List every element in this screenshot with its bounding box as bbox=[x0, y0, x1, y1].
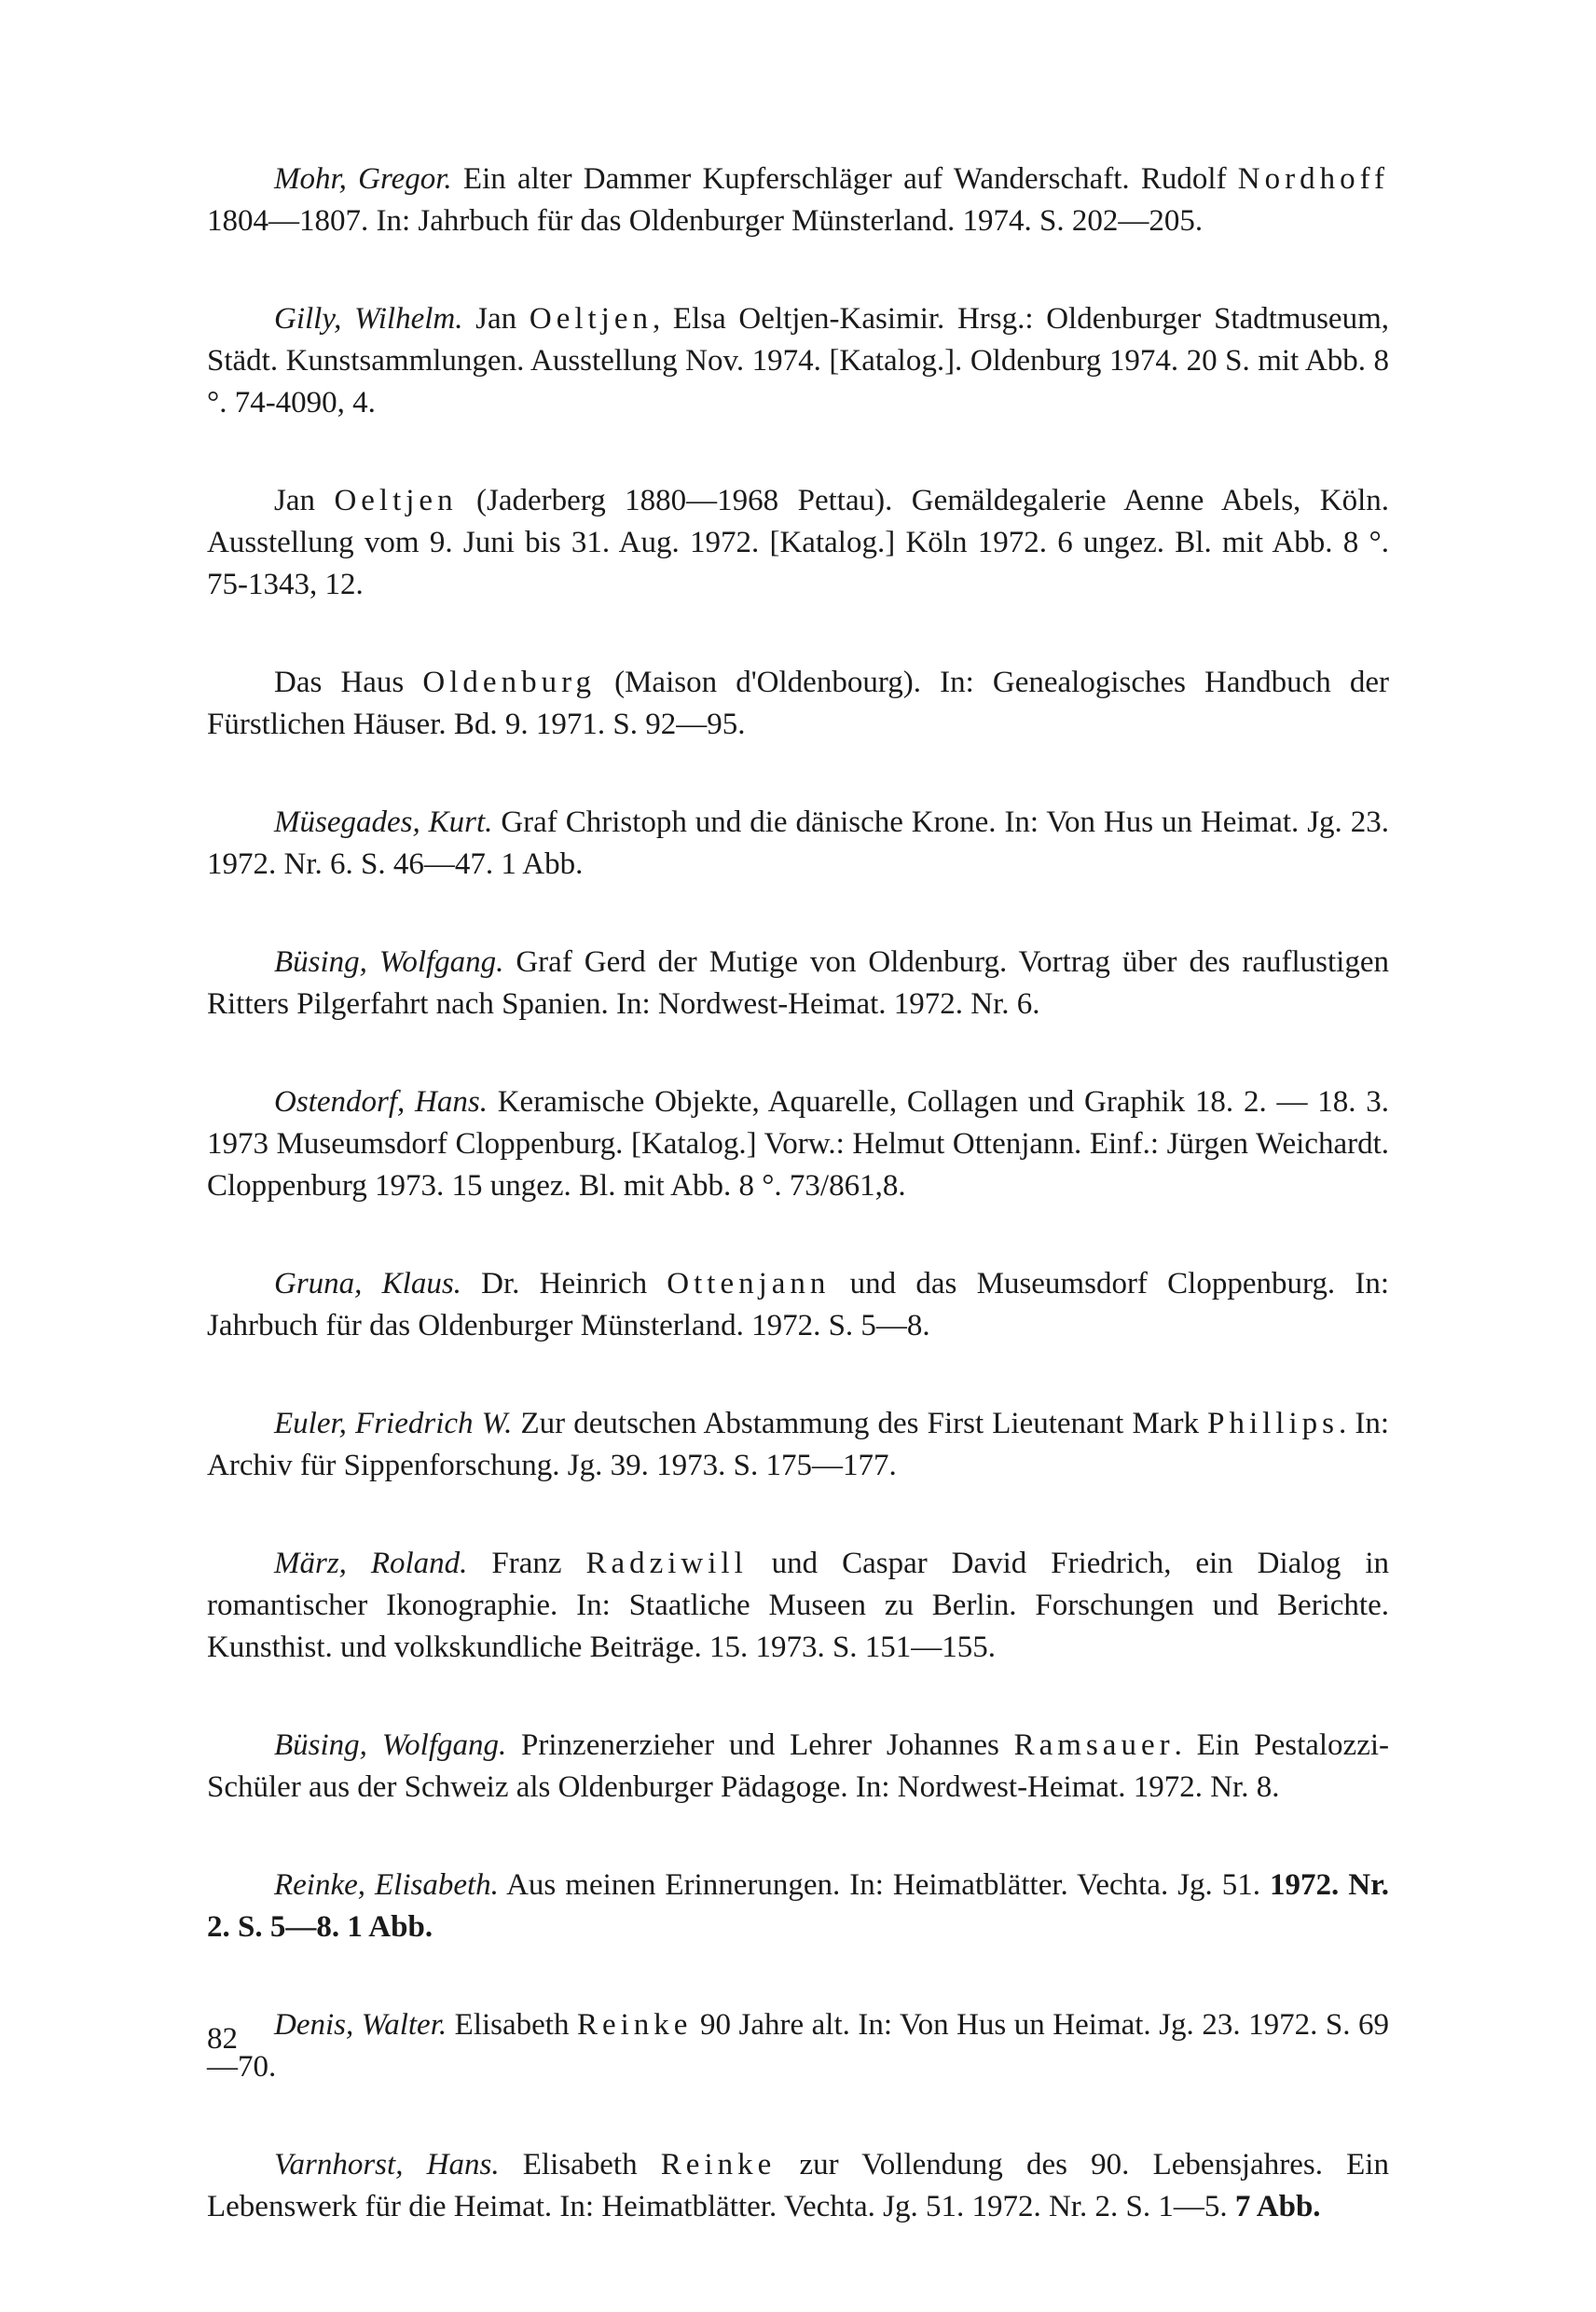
entry-author: Gruna, Klaus. bbox=[274, 1267, 461, 1300]
bibliography-entry bbox=[207, 942, 1389, 1025]
entry-author: März, Roland. bbox=[274, 1547, 468, 1580]
entry-spaced-name: Oeltjen bbox=[334, 484, 458, 517]
entry-text: Jan bbox=[274, 484, 335, 517]
entry-spaced-name: Reinke bbox=[576, 2008, 693, 2042]
entry-text: Dr. Heinrich bbox=[461, 1267, 667, 1300]
bibliography-entry bbox=[207, 298, 1389, 424]
entry-author: Varnhorst, Hans. bbox=[274, 2148, 500, 2181]
entry-text: Jan bbox=[462, 302, 530, 336]
entry-text: (Maison d'Oldenbourg). In: Genealogisches Handbuch der Fürstlichen Häuser. Bd. 9. 1971. S. 92—95. bbox=[207, 666, 1389, 741]
bibliography-entry bbox=[207, 158, 1389, 242]
entry-text: 90 Jahre alt. In: Von Hus un Heimat. Jg. 23. 1972. S. 69—70. bbox=[207, 2008, 1389, 2084]
entry-author: Büsing, Wolfgang. bbox=[274, 945, 504, 979]
bibliography-entry bbox=[207, 1263, 1389, 1347]
bibliography-entry bbox=[207, 1403, 1389, 1487]
entry-text: Graf Gerd der Mutige von Oldenburg. Vortrag über des rauflustigen Ritters Pilgerfahrt nach Spanien. In: Nordwest-Heimat. 1972. Nr. 6. bbox=[207, 945, 1389, 1021]
entry-text: (Jaderberg 1880—1968 Pettau). Gemäldegalerie Aenne Abels, Köln. Ausstellung vom 9. Juni bis 31. Aug. 1972. [Katalog.] Köln 1972. 6 ungez. Bl. mit Abb. 8 °. 75-1343, 12. bbox=[207, 484, 1389, 601]
entry-text: 1804—1807. In: Jahrbuch für das Oldenburger Münsterland. 1974. S. 202—205. bbox=[207, 204, 1204, 238]
entry-spaced-name: Radziwill bbox=[585, 1547, 748, 1580]
bibliography-entry bbox=[207, 480, 1389, 606]
bibliography-entry bbox=[207, 662, 1389, 746]
entry-bold-text: 7 Abb. bbox=[1234, 2190, 1321, 2223]
entry-author: Mohr, Gregor. bbox=[274, 162, 452, 196]
entry-author: Denis, Walter. bbox=[274, 2008, 447, 2042]
bibliography-entry bbox=[207, 1543, 1389, 1669]
entry-spaced-name: Reinke bbox=[660, 2148, 777, 2181]
entry-text: Elisabeth bbox=[447, 2008, 577, 2042]
entry-text: Keramische Objekte, Aquarelle, Collagen und Graphik 18. 2. — 18. 3. 1973 Museumsdorf Cloppenburg. [Katalog.] Vorw.: Helmut Ottenjann. Einf.: Jürgen Weichardt. Cloppenburg 1973. 15 ungez. Bl. mit Abb. 8 °. 73/861,8. bbox=[207, 1085, 1389, 1203]
entry-text: . Ein Pestalozzi-Schüler aus der Schweiz als Oldenburger Pädagoge. In: Nordwest-Heimat. 1972. Nr. 8. bbox=[207, 1728, 1389, 1804]
entry-author: Reinke, Elisabeth. bbox=[274, 1868, 499, 1902]
entry-author: Büsing, Wolfgang. bbox=[274, 1728, 507, 1762]
bibliography-entry bbox=[207, 802, 1389, 886]
bibliography-entry bbox=[207, 1081, 1389, 1207]
entry-author: Euler, Friedrich W. bbox=[274, 1407, 513, 1440]
entry-text: , Elsa Oeltjen-Kasimir. Hrsg.: Oldenburger Stadtmuseum, Städt. Kunstsammlungen. Ausstellung Nov. 1974. [Katalog.]. Oldenburg 1974. 20 S. mit Abb. 8 °. 74-4090, 4. bbox=[207, 302, 1389, 420]
entry-text: Elisabeth bbox=[499, 2148, 661, 2181]
bibliography-page bbox=[207, 158, 1389, 2284]
bibliography-entry bbox=[207, 2004, 1389, 2088]
entry-text: und das Museumsdorf Cloppenburg. In: Jahrbuch für das Oldenburger Münsterland. 1972. S. 5—8. bbox=[207, 1267, 1389, 1342]
entry-spaced-name: Oldenburg bbox=[422, 666, 596, 699]
bibliography-entry bbox=[207, 1725, 1389, 1809]
entry-spaced-name: Nordhoff bbox=[1237, 162, 1389, 196]
entry-text: Franz bbox=[467, 1547, 586, 1580]
entry-text: Zur deutschen Abstammung des First Lieutenant Mark bbox=[512, 1407, 1208, 1440]
entry-spaced-name: Ottenjann bbox=[667, 1267, 831, 1300]
entry-text: . In: Archiv für Sippenforschung. Jg. 39. 1973. S. 175—177. bbox=[207, 1407, 1390, 1482]
page-number: 82 bbox=[207, 2022, 238, 2056]
entry-text: zur Vollendung des 90. Lebensjahres. Ein Lebenswerk für die Heimat. In: Heimatblätter. Vechta. Jg. 51. 1972. Nr. 2. S. 1—5. bbox=[207, 2148, 1389, 2223]
entry-bold-text: 1972. Nr. 2. S. 5—8. 1 Abb. bbox=[207, 1868, 1389, 1944]
entry-text: und Caspar David Friedrich, ein Dialog in romantischer Ikonographie. In: Staatliche Museen zu Berlin. Forschungen und Berichte. Kunsthist. und volkskundliche Beiträge. 15. 1973. S. 151—155. bbox=[207, 1547, 1390, 1664]
entry-text: Ein alter Dammer Kupferschläger auf Wanderschaft. Rudolf bbox=[451, 162, 1238, 196]
entry-spaced-name: Ramsauer bbox=[1013, 1728, 1175, 1762]
entry-text: Das Haus bbox=[274, 666, 423, 699]
entry-author: Gilly, Wilhelm. bbox=[274, 302, 463, 336]
entry-spaced-name: Phillips bbox=[1207, 1407, 1339, 1440]
bibliography-entry bbox=[207, 2144, 1389, 2228]
entry-text: Aus meinen Erinnerungen. In: Heimatblätter. Vechta. Jg. 51. bbox=[498, 1868, 1271, 1902]
entry-author: Müsegades, Kurt. bbox=[274, 805, 493, 839]
entry-author: Ostendorf, Hans. bbox=[274, 1085, 488, 1119]
entry-text: Graf Christoph und die dänische Krone. In: Von Hus un Heimat. Jg. 23. 1972. Nr. 6. S. 46—47. 1 Abb. bbox=[207, 805, 1389, 881]
entry-spaced-name: Oeltjen bbox=[529, 302, 653, 336]
bibliography-entry bbox=[207, 1865, 1389, 1948]
entry-text: Prinzenerzieher und Lehrer Johannes bbox=[506, 1728, 1014, 1762]
